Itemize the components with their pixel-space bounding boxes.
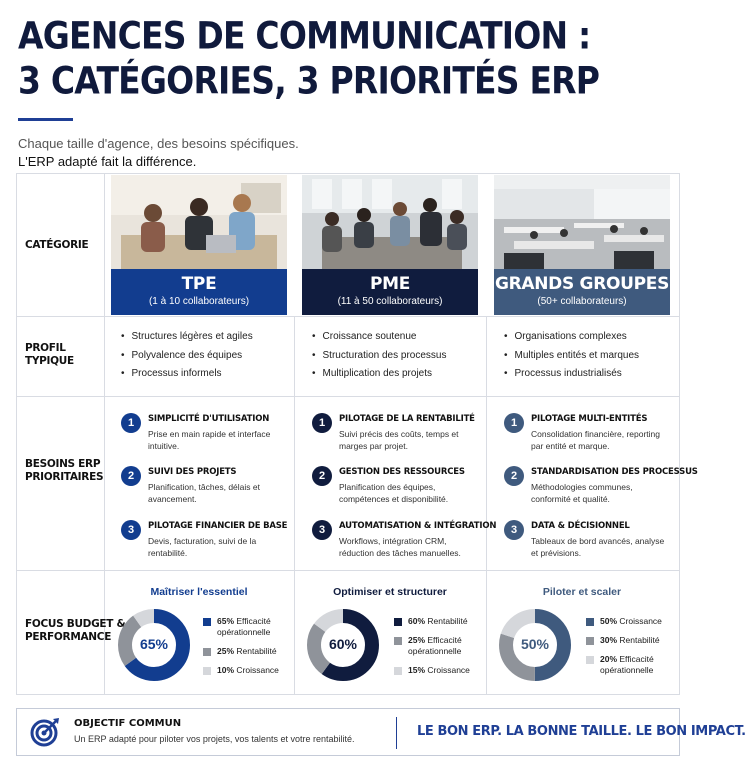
need-title: SUIVI DES PROJETS: [148, 467, 237, 477]
category-name: PME: [369, 274, 411, 294]
legend: [394, 616, 478, 684]
profile-item: • Structuration des processus: [312, 347, 446, 366]
need-title: DATA & DÉCISIONNEL: [531, 521, 630, 531]
profile-item: • Processus informels: [121, 365, 253, 384]
profile-item: • Structures légères et agiles: [121, 328, 253, 347]
banner-pme: [302, 269, 478, 315]
category-size: (11 à 50 collaborateurs): [337, 296, 443, 307]
profile-item: • Organisations complexes: [504, 328, 639, 347]
donut-value: 60%: [328, 636, 358, 652]
need-number-badge: 2: [312, 466, 332, 486]
comparison-table: [16, 173, 698, 695]
title-line-2: 3 CATÉGORIES, 3 PRIORITÉS ERP: [18, 58, 600, 103]
need-title: PILOTAGE DE LA RENTABILITÉ: [339, 414, 475, 424]
need-description: Prise en main rapide et interface intuitive.: [148, 429, 271, 451]
budget-title: Maîtriser l'essentiel: [150, 586, 248, 598]
photo-small-team: [111, 175, 287, 269]
need-number-badge: 2: [504, 466, 524, 486]
legend-item: 30% Rentabilité: [586, 635, 670, 646]
need-description: Workflows, intégration CRM, réduction des tâches manuelles.: [339, 536, 461, 558]
row-label-category: CATÉGORIE: [25, 239, 89, 251]
photo-office-team: [302, 175, 478, 269]
category-size: (50+ collaborateurs): [537, 296, 627, 307]
need-description: Planification, tâches, délais et avancement.: [148, 482, 260, 504]
profile-item: • Multiplication des projets: [312, 365, 446, 384]
budget-title: Piloter et scaler: [542, 586, 622, 598]
profile-list: [121, 328, 253, 384]
footer-separator: [396, 717, 397, 749]
footer-banner: [16, 708, 746, 756]
need-title: GESTION DES RESSOURCES: [339, 467, 465, 477]
subtitle-line-1: Chaque taille d'agence, des besoins spécifiques.: [18, 136, 299, 151]
category-name: GRANDS GROUPES: [494, 274, 670, 294]
legend-swatch: [586, 656, 594, 664]
donut-value: 65%: [139, 636, 169, 652]
budget-title: Optimiser et structurer: [333, 586, 447, 598]
need-description: Consolidation financière, reporting par entité et marque.: [531, 429, 660, 451]
need-description: Tableaux de bord avancés, analyse et prévisions.: [531, 536, 665, 558]
col-divider: [294, 316, 295, 694]
category-name: TPE: [181, 274, 217, 294]
legend-item: 25% Efficacité opérationnelle: [394, 635, 478, 657]
legend: [203, 616, 287, 684]
row-divider: [17, 396, 679, 397]
legend-item: 15% Croissance: [394, 665, 478, 676]
need-number-badge: 3: [312, 520, 332, 540]
legend: [586, 616, 670, 684]
profile-list: [312, 328, 446, 384]
legend-item: 65% Efficacité opérationnelle: [203, 616, 287, 638]
need-title: AUTOMATISATION & INTÉGRATION: [339, 521, 497, 531]
need-number-badge: 1: [121, 413, 141, 433]
banner-tpe: [111, 269, 287, 315]
profile-item: • Polyvalence des équipes: [121, 347, 253, 366]
page-title: [18, 14, 599, 104]
legend-item: 60% Rentabilité: [394, 616, 478, 627]
donut-value: 50%: [520, 636, 550, 652]
need-number-badge: 3: [504, 520, 524, 540]
subtitle: [18, 135, 299, 171]
legend-swatch: [203, 648, 211, 656]
legend-swatch: [586, 637, 594, 645]
legend-swatch: [203, 618, 211, 626]
need-description: Devis, facturation, suivi de la rentabilité.: [148, 536, 257, 558]
photo-open-space: [494, 175, 670, 269]
row-divider: [17, 570, 679, 571]
need-title: PILOTAGE FINANCIER DE BASE: [148, 521, 288, 531]
need-title: PILOTAGE MULTI-ENTITÉS: [531, 414, 648, 424]
legend-swatch: [394, 637, 402, 645]
need-description: Suivi précis des coûts, temps et marges par projet.: [339, 429, 459, 451]
col-divider: [104, 174, 105, 694]
legend-item: 50% Croissance: [586, 616, 670, 627]
need-number-badge: 3: [121, 520, 141, 540]
subtitle-line-2: L'ERP adapté fait la différence.: [18, 154, 197, 169]
footer-title: OBJECTIF COMMUN: [74, 718, 182, 729]
need-description: Planification des équipes, compétences et disponibilité.: [339, 482, 449, 504]
need-title: SIMPLICITÉ D'UTILISATION: [148, 414, 270, 424]
profile-list: [504, 328, 639, 384]
legend-swatch: [394, 618, 402, 626]
row-divider: [17, 316, 679, 317]
profile-item: • Croissance soutenue: [312, 328, 446, 347]
row-label-budget: FOCUS BUDGET & PERFORMANCE: [25, 618, 126, 643]
banner-grands-groupes: [494, 269, 670, 315]
need-title: STANDARDISATION DES PROCESSUS: [531, 467, 698, 477]
legend-item: 20% Efficacité opérationnelle: [586, 654, 670, 676]
col-divider: [486, 316, 487, 694]
category-size: (1 à 10 collaborateurs): [148, 296, 250, 307]
profile-item: • Processus industrialisés: [504, 365, 639, 384]
target-icon: [29, 716, 61, 748]
title-accent-bar: [18, 118, 73, 121]
legend-swatch: [203, 667, 211, 675]
row-label-profile: PROFIL TYPIQUE: [25, 342, 74, 367]
row-label-needs: BESOINS ERP PRIORITAIRES: [25, 458, 104, 483]
footer-text: Un ERP adapté pour piloter vos projets, vos talents et votre rentabilité.: [74, 734, 355, 744]
legend-item: 10% Croissance: [203, 665, 287, 676]
need-number-badge: 1: [312, 413, 332, 433]
profile-item: • Multiples entités et marques: [504, 347, 639, 366]
legend-item: 25% Rentabilité: [203, 646, 287, 657]
legend-swatch: [394, 667, 402, 675]
need-number-badge: 2: [121, 466, 141, 486]
legend-swatch: [586, 618, 594, 626]
need-number-badge: 1: [504, 413, 524, 433]
footer-tagline: LE BON ERP. LA BONNE TAILLE. LE BON IMPACT.: [417, 724, 746, 739]
need-description: Méthodologies communes, conformité et qualité.: [531, 482, 633, 504]
title-line-1: AGENCES DE COMMUNICATION :: [18, 14, 591, 58]
